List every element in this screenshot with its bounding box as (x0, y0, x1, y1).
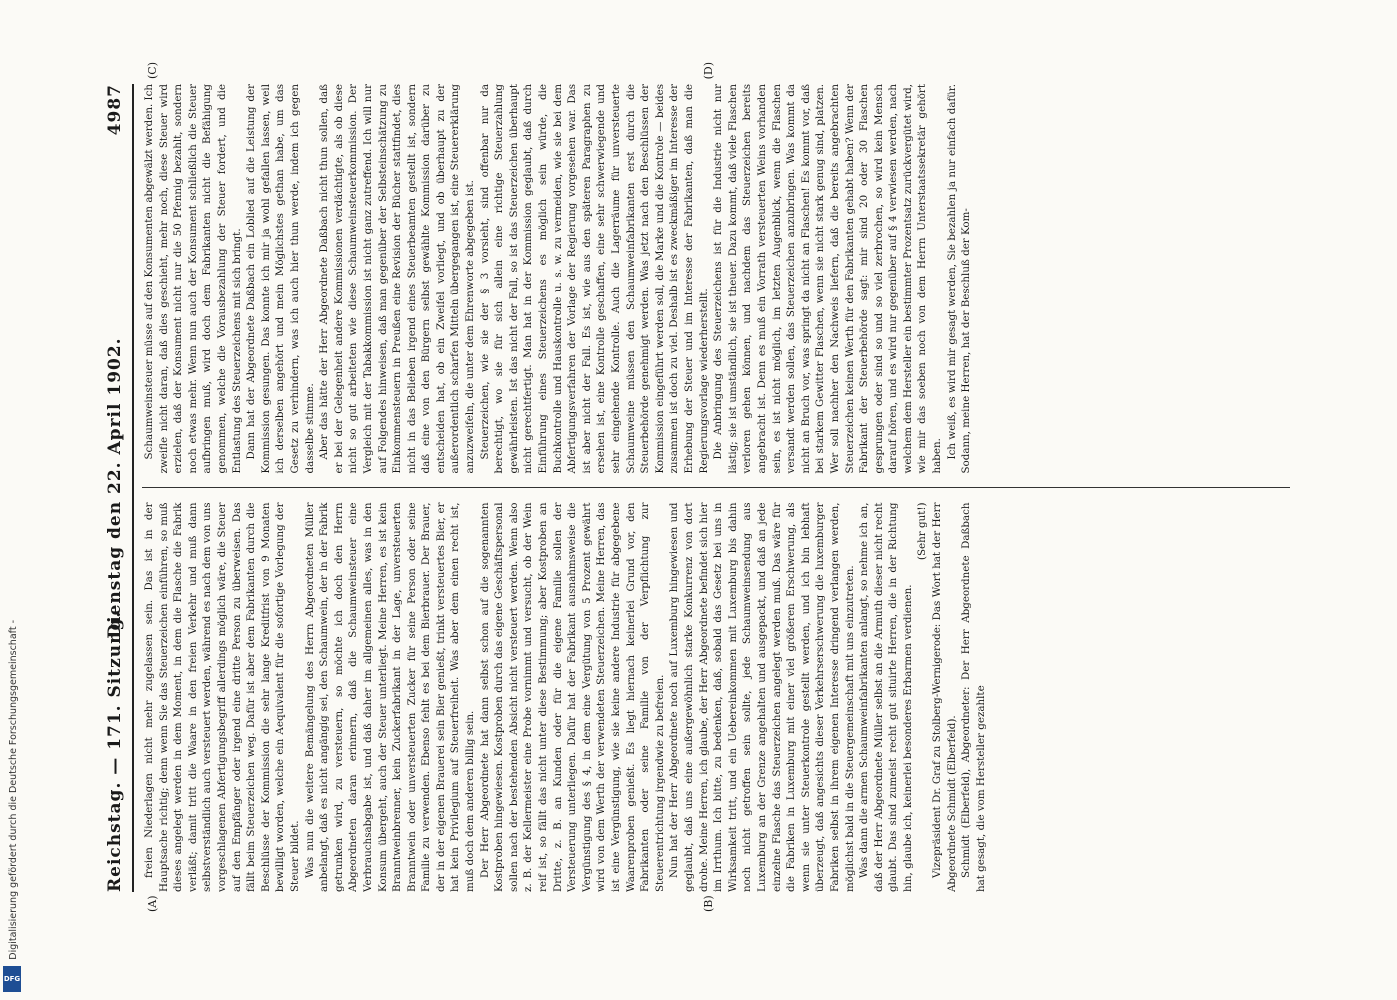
paragraph: Ich weiß, es wird mir gesagt werden, Sie bezahlen ja nur einfach dafür. Sodann, meine Herren, hat der Beschluß der Kom- (945, 84, 973, 474)
paragraph: Was dann die armen Schaumweinfabrikanten anlangt, so nehme ich an, daß der Herr Abgeordnete Müller selbst an die Armuth dieser nicht recht glaubt. Das sind zumeist recht gut situirte Herren, die in der Richtung hin, glaube ich, keinerlei besonderes Erbarmen verdienen. (858, 502, 914, 892)
dfg-logo: DFG (3, 966, 21, 992)
right-column (142, 84, 1290, 488)
page-number: 4987 (105, 84, 125, 136)
header-left: Reichstag. — 171. Sitzung. (105, 610, 125, 892)
text-columns (142, 84, 1290, 892)
header-date: Dienstag den 22. April 1902. (105, 337, 125, 639)
page-content (102, 62, 1290, 912)
header-rule (132, 84, 134, 892)
paragraph: Dann hat der Abgeordnete Daßbach ein Loblied auf die Leistung der Kommission gesungen. Das konnte ich mir ja wohl gefallen lassen, weil ich derselben angehört und mein Möglichstes gethan habe, um das Gesetz zu verhindern, was ich auch hier thun werde, indem ich gegen dasselbe stimme. (245, 84, 316, 474)
paragraph: Schmidt (Elberfeld), Abgeordneter: Der Herr Abgeordnete Daßbach hat gesagt, die vom Hersteller gezahlte (960, 502, 987, 892)
paragraph: freien Niederlagen nicht mehr zugelassen sein. Das ist in der Hauptsache richtig; denn wenn Sie das Steuerzeichen einführen, so muß dieses angelegt werden in dem Moment, in dem die Flasche die Fabrik verläßt; damit tritt die Waare in den freien Verkehr und muß dann selbstverständlich auch versteuert werden, während es nach dem von uns vorgeschlagenen Abfertigungsbegriff allerdings möglich wäre, die Steuer auf den Empfänger oder irgend eine dritte Person zu überweisen. Das fällt beim Steuerzeichen weg. Dafür ist aber dem Fabrikanten durch die Beschlüsse der Kommission die sehr lange Kreditfrist von 9 Monaten bewilligt worden, welche ein Aequivalent für die sofortige Vorlegung der Steuer bildet. (143, 502, 301, 892)
margin-marker-a: (A) (146, 895, 159, 912)
left-column (142, 488, 1290, 893)
paragraph: Vizepräsident Dr. Graf zu Stolberg-Wernigerode: Das Wort hat der Herr Abgeordnete Schmidt (Elberfeld). (931, 502, 958, 892)
margin-marker-c: (C) (146, 62, 159, 79)
paragraph: Was nun die weitere Bemängelung des Herrn Abgeordneten Müller anbelangt, daß es nicht angängig sei, den Schaumwein, der in der Fabrik getrunken wird, zu versteuern, so möchte ich doch den Herrn Abgeordneten daran erinnern, daß die Schaumweinsteuer eine Verbrauchsabgabe ist, und daß daher im allgemeinen alles, was in den Konsum übergeht, auch der Steuer unterliegt. Meine Herren, es ist kein Branntweinbrenner, kein Zuckerfabrikant in der Lage, unversteuerten Branntwein oder unversteuerten Zucker für seine Person oder seine Familie zu verwenden. Ebenso fehlt es bei dem Bierbrauer. Der Brauer, der in der eigenen Brauerei sein Bier genießt, trinkt versteuertes Bier, er hat kein Privilegium auf Steuerfreiheit. Was aber dem einen recht ist, muß doch dem anderen billig sein. (303, 502, 477, 892)
margin-marker-d: (D) (702, 62, 715, 80)
margin-marker-b: (B) (702, 895, 715, 912)
paragraph: Aber das hätte der Herr Abgeordnete Daßbach nicht thun sollen, daß er bei der Gelegenheit andere Kommissionen verdächtigte, als ob diese nicht so gut arbeiteten wie diese Schaumweinsteuerkommission. Der Vergleich mit der Tabakkommission ist nicht ganz zutreffend. Ich will nur auf Folgendes hinweisen, daß man gegenüber der Selbsteinschätzung zu Einkommensteuern in Preußen eine Revision der Bücher stattfindet, dies nicht in das Belieben irgend eines Steuerbeamten gestellt ist, sondern daß eine von den Bürgern selbst gewählte Kommission darüber zu entscheiden hat, ob ein Zweifel vorliegt, und ob überhaupt zu der außerordentlich scharfen Mitteln übergegangen ist, eine Steuererklärung anzuzweifeln, die unter dem Ehrenworte abgegeben ist. (318, 84, 477, 474)
paragraph: Der Herr Abgeordnete hat dann selbst schon auf die sogenannten Kostproben hingewiesen. Kostproben durch das eigene Geschäftspersonal sollen nach der bestehenden Absicht nicht versteuert werden. Wenn also z. B. der Kellermeister eine Probe vornimmt und versucht, ob der Wein reif ist, so fällt das nicht unter diese Bestimmung; aber Kostproben an Dritte, z. B. an Kunden oder für die eigene Familie sollen der Versteuerung unterliegen. Dafür hat der Fabrikant ausnahmsweise die Vergünstigung des § 4, in dem eine Vergütung von 5 Prozent gewährt wird von dem Werth der verwendeten Steuerzeichen. Meine Herren, das ist eine Vergünstigung, wie sie keine andere Industrie für abgegebene Waarenproben genießt. Es liegt hiernach keinerlei Grund vor, den Fabrikanten oder seine Familie von der Verpflichtung zur Steuerentrichtung irgendwie zu befreien. (478, 502, 666, 892)
paragraph: Die Anbringung des Steuerzeichens ist für die Industrie nicht nur lästig; sie ist umständlich, sie ist theuer. Dazu kommt, daß viele Flaschen verloren gehen können, und nachdem das Steuerzeichen bereits angebracht ist. Denn es muß ein Vorrath versteuerten Weins vorhanden sein, es ist nicht möglich, im letzten Augenblick, wenn die Flaschen versandt werden sollen, das Steuerzeichen anzubringen. Was kommt da nicht an Bruch vor, was springt da nicht an Flaschen! Es kommt vor, daß bei starkem Gewitter Flaschen, wenn sie nicht stark genug sind, platzen. Wer soll nachher den Nachweis liefern, daß die bereits angebrachten Steuerzeichen keinen Werth für den Fabrikanten gehabt haben? Wenn der Fabrikant der Steuerbehörde sagt: mir sind 20 oder 30 Flaschen gesprungen oder sind so und so viel zerbrochen, so wird kein Mensch darauf hören, und es wird nur gegenüber auf § 4 verwiesen werden, nach welchem dem Hersteller ein bestimmter Prozentsatz zurückvergütet wird, wie mir das soeben noch von dem Herrn Unterstaatssekretär gehört haben. (712, 84, 944, 474)
digitization-notice: Digitalisierung gefördert durch die Deutsche Forschungsgemeinschaft - (8, 620, 19, 960)
paragraph: Nun hat der Herr Abgeordnete noch auf Luxemburg hingewiesen und geglaubt, daß uns eine außergewöhnlich starke Konkurrenz von dort drohe. Meine Herren, ich glaube, der Herr Abgeordnete befindet sich hier im Irrthum. Ich bitte, zu bedenken, daß, sobald das Gesetz bei uns in Wirksamkeit tritt, und ein Uebereinkommen mit Luxemburg bis dahin noch nicht getroffen sein sollte, jede Schaumweinsendung aus Luxemburg an der Grenze angehalten und ausgepackt, und daß an jede einzelne Flasche das Steuerzeichen angelegt werden muß. Das wäre für die Fabriken in Luxemburg mit einer viel größeren Erschwerung, als wenn sie unter Steuerkontrole gestellt werden, und ich bin lebhaft überzeugt, daß angesichts dieser Verkehrserschwerung die luxemburger Fabriken selbst in ihrem eigenen Interesse dringend verlangen werden, möglichst bald in die Steuergemeinschaft mit uns einzutreten. (668, 502, 856, 892)
running-header (102, 84, 128, 892)
paragraph: (Sehr gut!) (916, 502, 929, 561)
paragraph: Steuerzeichen, wie sie der § 3 vorsieht, sind offenbar nur da berechtigt, wo sie für sich allein eine richtige Steuerzahlung gewährleisten. Ist das nicht der Fall, so ist das Steuerzeichen überhaupt nicht gerechtfertigt. Man hat in der Kommission geglaubt, daß durch Einführung eines Steuerzeichens es möglich sein würde, die Buchkontrolle und Hauskontrolle u. s. w. zu vermeiden, wie sie bei dem Abfertigungsverfahren der Vorlage der Regierung vorgesehen war. Das ist aber nicht der Fall. Es ist, wie aus den späteren Paragraphen zu ersehen ist, eine Kontrolle geschaffen, eine sehr schwerwiegende und sehr eingehende Kontrolle. Auch die Lagerräume für unversteuerte Schaumweine müssen den Schaumweinfabrikanten erst durch die Steuerbehörde genehmigt werden. Was jetzt nach den Beschlüssen der Kommission eingeführt werden soll, die Marke und die Kontrole — beides zusammen ist doch zu viel. Deshalb ist es zweckmäßiger im Interesse der Erhebung der Steuer und im Interesse der Fabrikanten, daß man die Regierungsvorlage wiederherstellt. (478, 84, 710, 474)
paragraph: Schaumweinsteuer müsse auf den Konsumenten abgewälzt werden. Ich zweifle nicht daran, daß dies geschieht, mehr noch, diese Steuer wird erzielen, daß der Konsument nicht nur die 50 Pfennig bezahlt, sondern noch etwas mehr. Wenn nun auch der Konsument schließlich die Steuer aufbringen muß, wird doch dem Fabrikanten nicht die Befähigung genommen, welche die Vorausbezahlung der Steuer fordert, und die Entlastung des Steuerzeichens mit sich bringt. (143, 84, 243, 474)
